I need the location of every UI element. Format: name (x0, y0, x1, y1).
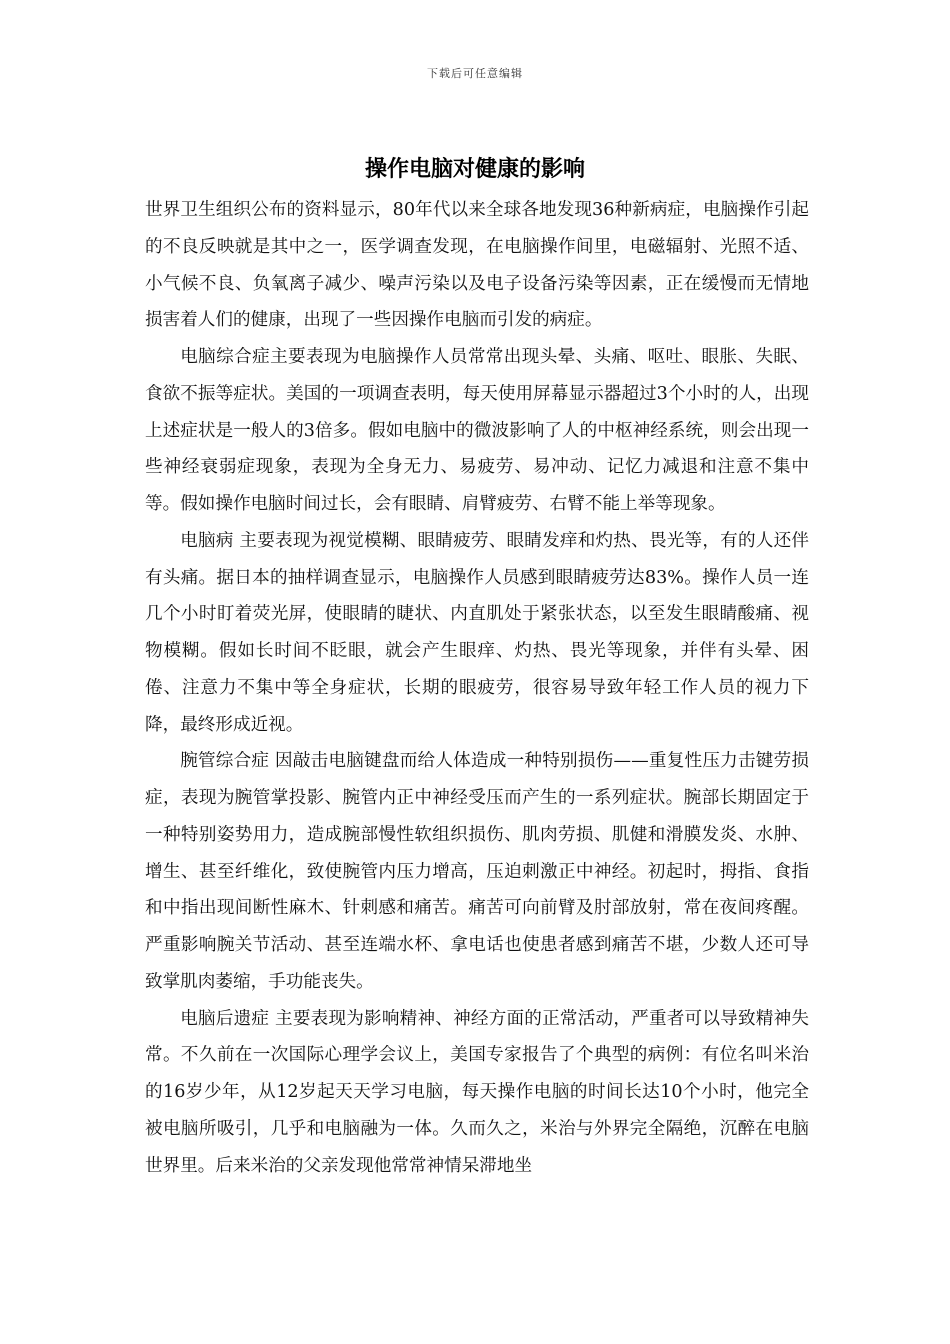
document-title: 操作电脑对健康的影响 (364, 156, 585, 182)
paragraph-intro: 世界卫生组织公布的资料显示，80年代以来全球各地发现36种新病症，电脑操作引起的不良反映就是其中之一，医学调查发现，在电脑操作间里，电磁辐射、光照不适、小气候不良、负氧离子减少、噪声污染以及电子设备污染等因素，正在缓慢而无情地损害着人们的健康，出现了一些因操作电脑而引发的病症。 (145, 200, 809, 331)
paragraph-computer-syndrome: 电脑综合症主要表现为电脑操作人员常常出现头晕、头痛、呕吐、眼胀、失眠、食欲不振等症状。美国的一项调查表明，每天使用屏幕显示器超过3个小时的人，出现上述症状是一般人的3倍多。假如电脑中的微波影响了人的中枢神经系统，则会出现一些神经衰弱症现象，表现为全身无力、易疲劳、易冲动、记忆力减退和注意不集中等。假如操作电脑时间过长，会有眼睛、肩臂疲劳、右臂不能上举等现象。 (145, 347, 809, 514)
header-note: 下载后可任意编辑 (427, 67, 523, 80)
paragraph-carpal-tunnel: 腕管综合症 因敲击电脑键盘而给人体造成一种特别损伤——重复性压力击键劳损症，表现为腕管掌投影、腕管内正中神经受压而产生的一系列症状。腕部长期固定于一种特别姿势用力，造成腕部慢性软组织损伤、肌肉劳损、肌健和滑膜发炎、水肿、增生、甚至纤维化，致使腕管内压力增高，压迫刺激正中神经。初起时，拇指、食指和中指出现间断性麻木、针刺感和痛苦。痛苦可向前臂及肘部放射，常在夜间疼醒。严重影响腕关节活动、甚至连端水杯、拿电话也使患者感到痛苦不堪，少数人还可导致掌肌肉萎缩，手功能丧失。 (145, 751, 809, 992)
paragraph-computer-aftereffects: 电脑后遗症 主要表现为影响精神、神经方面的正常活动，严重者可以导致精神失常。不久前在一次国际心理学会议上，美国专家报告了个典型的病例：有位名叫米治的16岁少年，从12岁起天天学习电脑，每天操作电脑的时间长达10个小时，他完全被电脑所吸引，几乎和电脑融为一体。久而久之，米治与外界完全隔绝，沉醉在电脑世界里。后来米治的父亲发现他常常神情呆滞地坐 (145, 1008, 809, 1176)
document-body (145, 192, 809, 1184)
paragraph-computer-disease: 电脑病 主要表现为视觉模糊、眼睛疲劳、眼睛发痒和灼热、畏光等，有的人还伴有头痛。据日本的抽样调查显示，电脑操作人员感到眼睛疲劳达83%。操作人员一连几个小时盯着荧光屏，使眼睛的睫状、内直肌处于紧张状态，以至发生眼睛酸痛、视物模糊。假如长时间不眨眼，就会产生眼痒、灼热、畏光等现象，并伴有头晕、困倦、注意力不集中等全身症状，长期的眼疲劳，很容易导致年轻工作人员的视力下降，最终形成近视。 (145, 530, 809, 735)
